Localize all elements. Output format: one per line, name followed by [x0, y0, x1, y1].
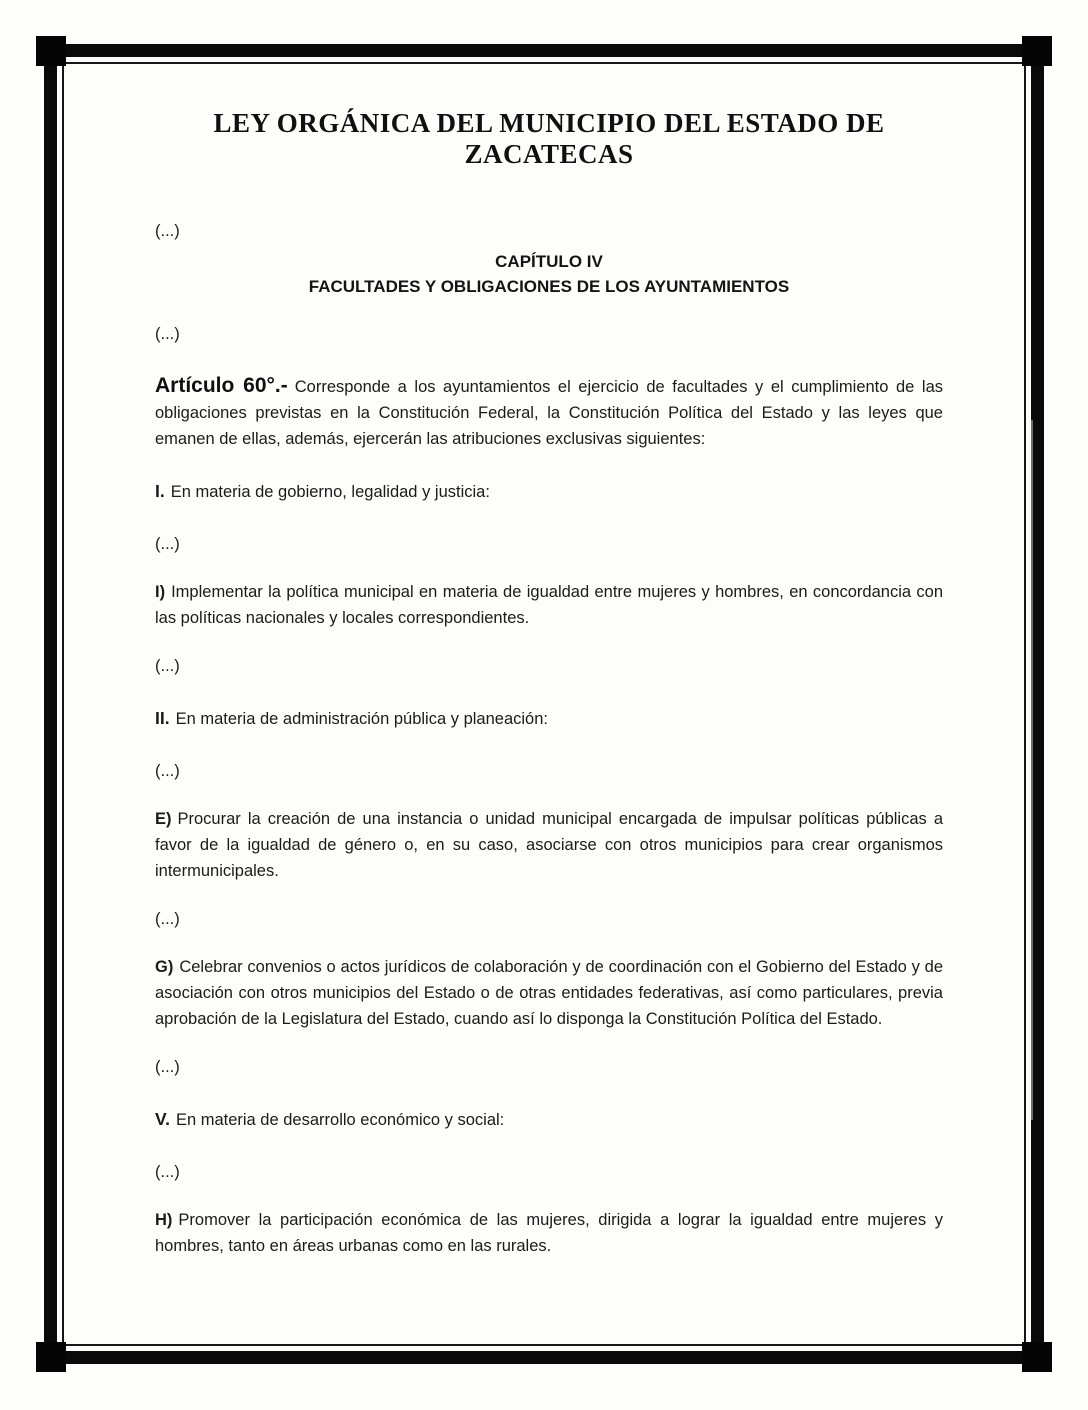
clause-G-paragraph	[155, 954, 943, 1032]
omission-marker: (...)	[155, 1058, 180, 1076]
section-text: En materia de administración pública y planeación:	[175, 710, 548, 728]
clause-lead: G)	[155, 958, 174, 976]
omission-marker: (...)	[155, 657, 180, 675]
frame-corner-bottom-right	[1022, 1342, 1052, 1372]
clause-text: Celebrar convenios o actos jurídicos de colaboración y de coordinación con el Gobierno del Estado y de asociación con otros municipios del Estado o de otras entidades federativas, así como particulares, previa aprobación de la Legislatura del Estado, cuando así lo disponga la Constitución Política del Estado.	[155, 958, 943, 1028]
article-60-paragraph	[155, 373, 943, 452]
clause-lead: E)	[155, 810, 172, 828]
clause-E-paragraph	[155, 806, 943, 884]
omission-marker: (...)	[155, 762, 180, 780]
clause-lead: H)	[155, 1211, 173, 1229]
omission-marker: (...)	[155, 325, 180, 343]
chapter-heading: CAPÍTULO IV	[495, 252, 603, 271]
scan-artifact-line	[1031, 420, 1033, 1120]
article-60-body: Corresponde a los ayuntamientos el ejercicio de facultades y el cumplimiento de las obligaciones previstas en la Constitución Federal, la Constitución Política del Estado y las leyes que emanen de ellas, además, ejercerán las atribuciones exclusivas siguientes:	[155, 378, 943, 448]
omission-marker: (...)	[155, 1163, 180, 1181]
document-title: LEY ORGÁNICA DEL MUNICIPIO DEL ESTADO DE ZACATECAS	[213, 108, 885, 169]
omission-marker: (...)	[155, 535, 180, 553]
article-60-lead: Artículo 60°.-	[155, 374, 288, 397]
clause-I-paragraph	[155, 579, 943, 631]
section-lead: V.	[155, 1109, 170, 1129]
section-heading-V	[155, 1106, 943, 1133]
clause-text: Promover la participación económica de las mujeres, dirigida a lograr la igualdad entre mujeres y hombres, tanto en áreas urbanas como en las rurales.	[155, 1211, 943, 1255]
section-text: En materia de gobierno, legalidad y justicia:	[170, 483, 490, 501]
frame-corner-bottom-left	[36, 1342, 66, 1372]
section-lead: II.	[155, 708, 170, 728]
frame-corner-top-right	[1022, 36, 1052, 66]
clause-lead: I)	[155, 583, 166, 601]
omission-marker: (...)	[155, 222, 180, 240]
frame-corner-top-left	[36, 36, 66, 66]
document-content	[155, 108, 943, 1259]
omission-marker: (...)	[155, 910, 180, 928]
section-lead: I.	[155, 481, 165, 501]
section-text: En materia de desarrollo económico y social:	[175, 1111, 505, 1129]
clause-H-paragraph	[155, 1207, 943, 1259]
section-heading-I	[155, 478, 943, 505]
chapter-subheading: FACULTADES Y OBLIGACIONES DE LOS AYUNTAMIENTOS	[308, 277, 790, 296]
clause-text: Procurar la creación de una instancia o unidad municipal encargada de impulsar políticas públicas a favor de la igualdad de género o, en su caso, asociarse con otros municipios para crear organismos intermunicipales.	[155, 810, 943, 880]
section-heading-II	[155, 705, 943, 732]
clause-text: Implementar la política municipal en materia de igualdad entre mujeres y hombres, en concordancia con las políticas nacionales y locales correspondientes.	[155, 583, 943, 627]
